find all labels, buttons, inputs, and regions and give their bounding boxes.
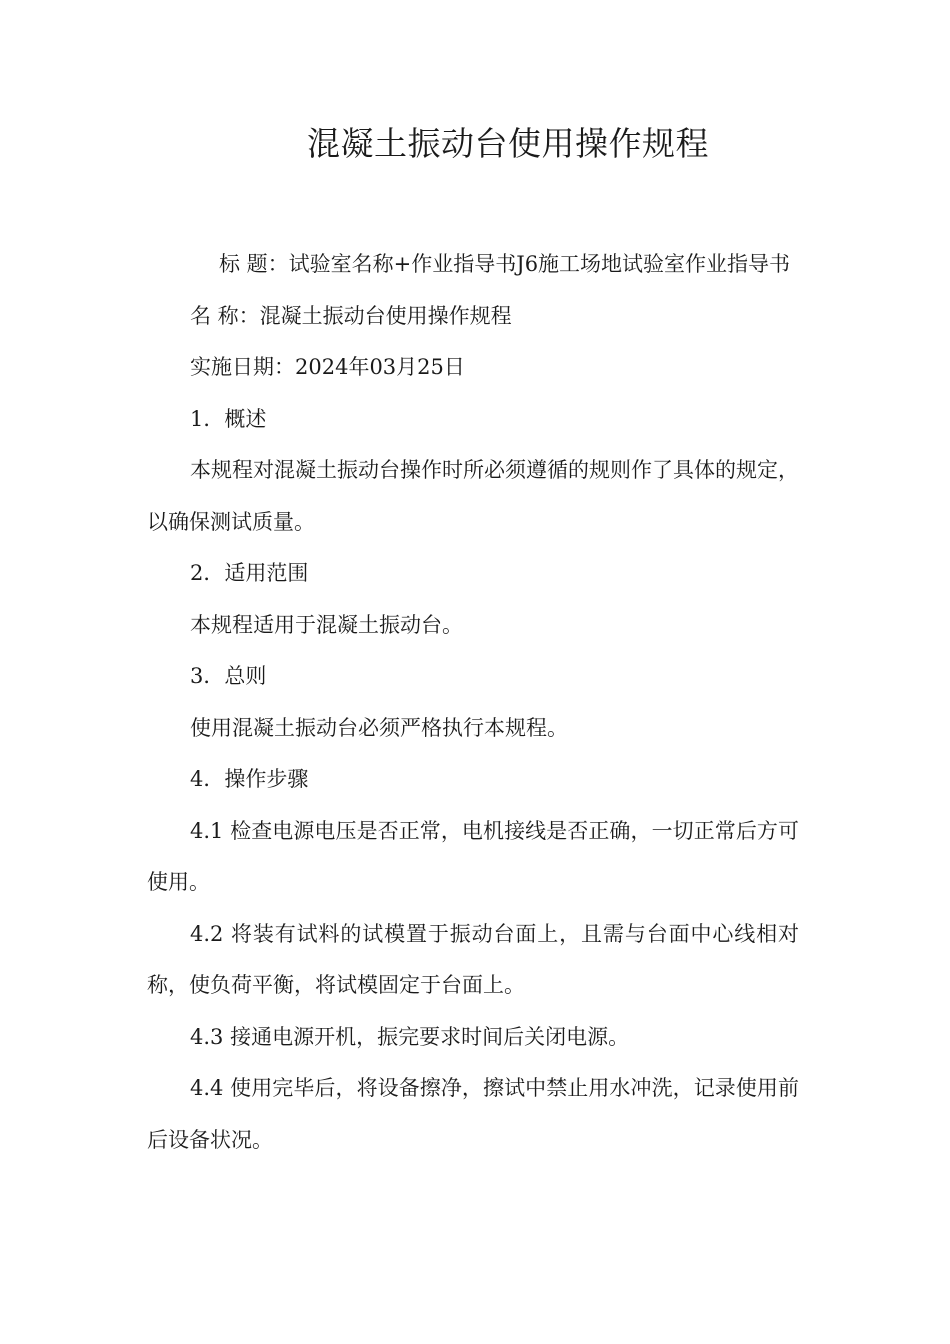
section-heading-overview: 1．概述 — [190, 406, 267, 431]
overview-text: 本规程对混凝土振动台操作时所必须遵循的规则作了具体的规定，以确保测试质量。 — [147, 458, 799, 534]
step-4-2: 4.2 将装有试料的试模置于振动台面上，且需与台面中心线相对称，使负荷平衡，将试模固定于台面上。 — [147, 921, 799, 997]
document-title: 混凝土振动台使用操作规程 — [307, 124, 709, 163]
section-heading-scope: 2．适用范围 — [190, 561, 309, 585]
general-text: 使用混凝土振动台必须严格执行本规程。 — [190, 715, 568, 740]
header-title-line: 标 题：试验室名称+作业指导书J6施工场地试验室作业指导书 — [219, 252, 791, 276]
header-date-line: 实施日期：2024年03月25日 — [190, 355, 465, 379]
step-4-3: 4.3 接通电源开机，振完要求时间后关闭电源。 — [190, 1024, 630, 1049]
header-name-line: 名 称：混凝土振动台使用操作规程 — [190, 303, 512, 328]
document-body — [147, 239, 799, 1166]
step-4-1: 4.1 检查电源电压是否正常，电机接线是否正确，一切正常后方可使用。 — [147, 818, 799, 894]
section-heading-steps: 4．操作步骤 — [190, 767, 309, 791]
scope-text: 本规程适用于混凝土振动台。 — [190, 612, 463, 637]
step-4-4: 4.4 使用完毕后，将设备擦净，擦试中禁止用水冲洗，记录使用前后设备状况。 — [147, 1076, 799, 1152]
section-heading-general: 3．总则 — [190, 664, 267, 688]
